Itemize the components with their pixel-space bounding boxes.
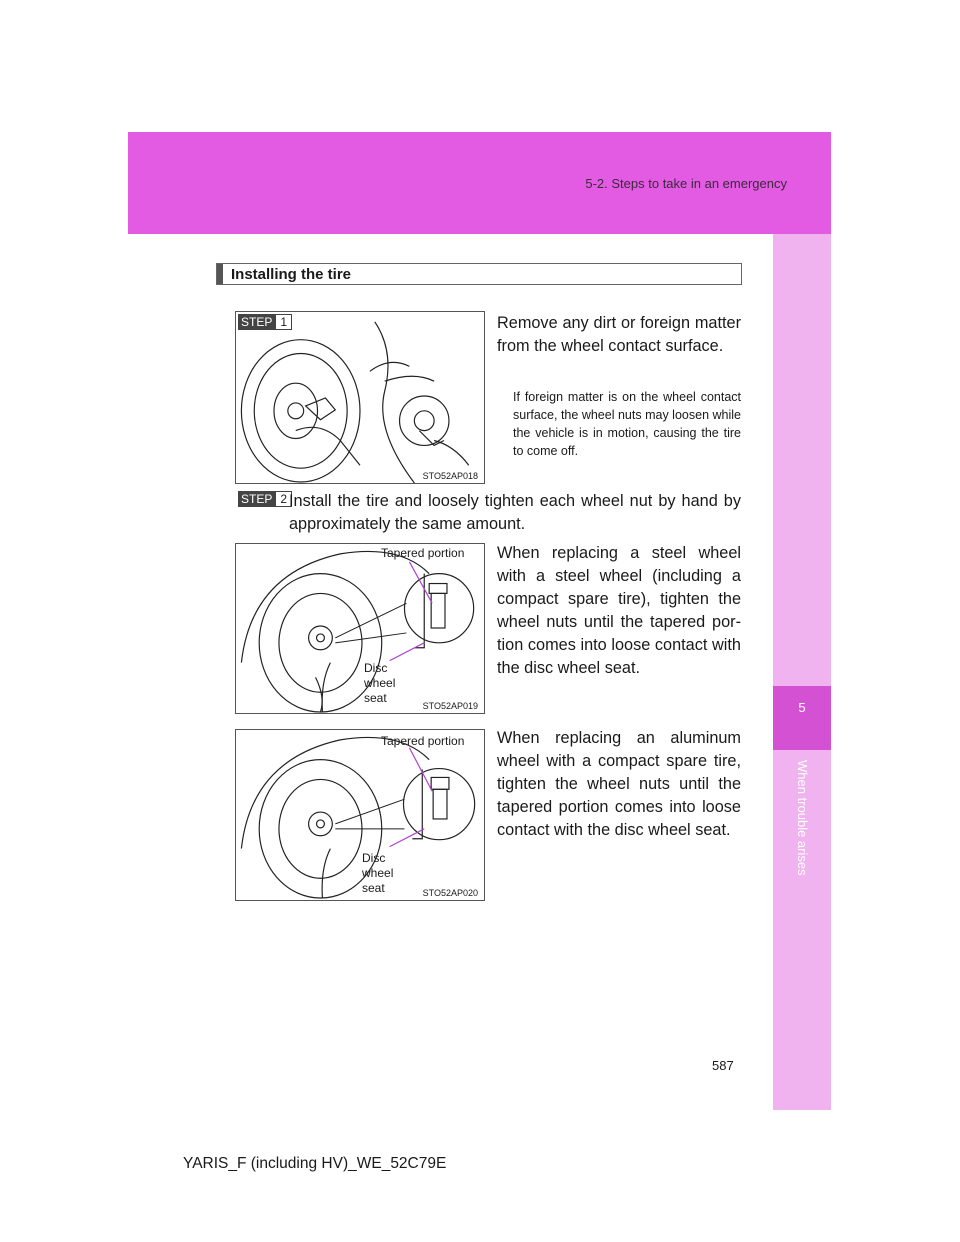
side-tab: [773, 234, 831, 1110]
header-band: [128, 132, 831, 234]
steel-wheel-text: When replacing a steel wheel with a steel wheel (including a compact spare tire), tighten the wheel nuts until the tapered portion comes into loose contact with the disc wheel seat.: [497, 544, 741, 677]
figure-code: STO52AP020: [422, 888, 478, 898]
figure-aluminum-wheel: [235, 729, 485, 901]
callout-disc-wheel-seat: Disc wheel seat: [362, 851, 394, 895]
step2-badge-num: 2: [275, 491, 292, 507]
chapter-number: 5: [798, 700, 806, 715]
step1-note: If foreign matter is on the wheel contact surface, the wheel nuts may loosen while the vehicle is in motion, causing the tire to come off.: [513, 390, 741, 458]
steel-wheel-illustration: [236, 544, 484, 713]
running-header: 5-2. Steps to take in an emergency: [585, 176, 787, 191]
footer-code: YARIS_F (including HV)_WE_52C79E: [183, 1155, 447, 1172]
section-title: Installing the tire: [231, 265, 352, 283]
step1-badge-num: 1: [275, 314, 292, 330]
figure-code: STO52AP019: [422, 701, 478, 711]
aluminum-wheel-illustration: [236, 730, 484, 900]
callout-disc-wheel-seat: Disc wheel seat: [364, 661, 396, 705]
tire-cleaning-illustration: [236, 312, 484, 483]
step2-badge-word: STEP: [238, 491, 275, 507]
figure-step1: [235, 311, 485, 484]
step2-badge: [238, 491, 292, 507]
figure-steel-wheel: [235, 543, 485, 714]
chapter-label: When trouble arises: [795, 760, 810, 876]
section-heading: [216, 263, 742, 285]
callout-tapered-portion: Tapered portion: [381, 546, 465, 560]
step2-text: Install the tire and loosely tighten each wheel nut by hand by approximately the same amount.: [289, 492, 741, 533]
aluminum-wheel-text: When replacing an aluminum wheel with a compact spare tire, tighten the wheel nuts until the tapered portion comes into loose contact with the disc wheel seat.: [497, 729, 741, 839]
step1-badge: [238, 314, 292, 330]
page-number: 587: [712, 1058, 734, 1073]
step1-text: Remove any dirt or foreign matter from the wheel contact surface.: [497, 314, 741, 355]
chapter-tab: [773, 686, 831, 750]
step1-badge-word: STEP: [238, 314, 275, 330]
callout-tapered-portion: Tapered portion: [381, 734, 465, 748]
figure-code: STO52AP018: [422, 471, 478, 481]
